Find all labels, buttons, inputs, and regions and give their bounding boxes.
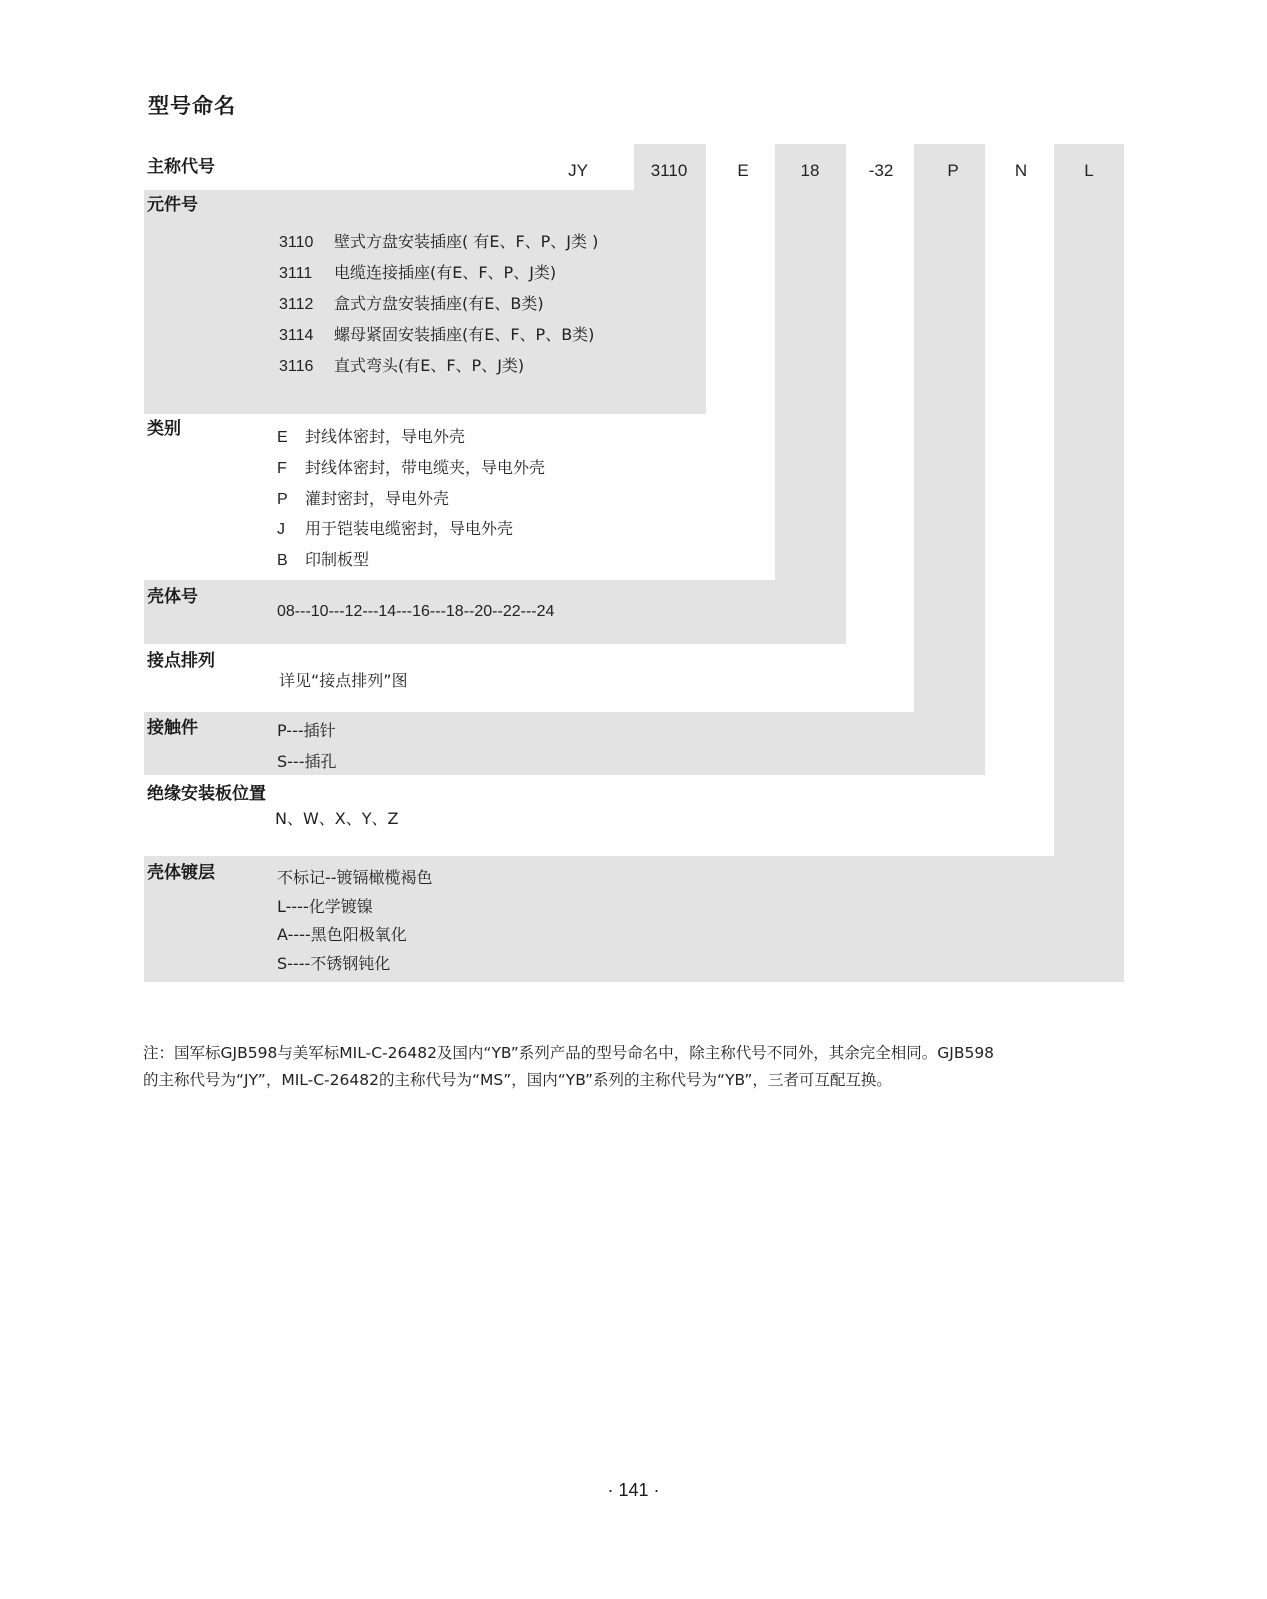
code-shell: 18 [800,161,820,180]
category-label: 类别 [147,419,181,439]
shade-bar-shell [775,144,846,644]
insulator-label: 绝缘安装板位置 [147,784,266,804]
shade-bar-contact-body [144,712,985,775]
arrangement-label: 接点排列 [147,651,215,671]
list-item: 3112 盒式方盘安装插座(有E、B类) [279,294,544,313]
footnote-line: 的主称代号为“JY”，MIL-C-26482的主称代号为“MS”，国内“YB”系列的主称代号为“YB”，三者可互配互换。 [143,1071,892,1089]
element-label: 元件号 [147,195,198,215]
list-item: A----黑色阳极氧化 [277,925,407,944]
list-item: S----不锈钢钝化 [277,954,391,973]
code-contact: P [947,161,959,180]
list-item: S---插孔 [277,752,337,771]
code-plating: L [1084,161,1094,180]
footnote-line: 注：国军标GJB598与美军标MIL-C-26482及国内“YB”系列产品的型号命名中，除主称代号不同外，其余完全相同。GJB598 [143,1044,995,1062]
list-item: 3116 直式弯头(有E、F、P、J类) [279,356,525,375]
list-item: L----化学镀镍 [277,897,373,916]
list-item: P 灌封密封，导电外壳 [277,489,450,508]
list-item: 3111 电缆连接插座(有E、F、P、J类) [279,263,557,282]
code-category: E [737,161,749,180]
main-code-label: 主称代号 [147,157,215,177]
footnote [143,1040,1103,1094]
arrangement-text: 详见“接点排列”图 [279,671,408,690]
shell-label: 壳体号 [147,587,198,607]
list-item: P---插针 [277,721,336,740]
list-item: 3114 螺母紧固安装插座(有E、F、P、B类) [279,325,595,344]
code-jy: JY [568,161,588,180]
page-title: 型号命名 [148,94,236,118]
contact-label: 接触件 [147,718,198,738]
shade-bar-contact [914,144,985,775]
insulator-positions: N、W、X、Y、Z [275,809,399,828]
code-element: 3110 [650,161,688,180]
shell-sizes: 08---10---12---14---16---18--20--22---24 [277,603,555,620]
list-item: J 用于铠装电缆密封，导电外壳 [277,519,514,538]
list-item: F 封线体密封，带电缆夹，导电外壳 [277,458,546,477]
page-number: · 141 · [607,1480,660,1500]
code-arrangement: -32 [868,161,894,180]
plating-label: 壳体镀层 [147,863,215,883]
list-item: 不标记--镀镉橄榄褐色 [277,868,433,887]
list-item: B 印制板型 [277,550,370,569]
list-item: 3110 壁式方盘安装插座( 有E、F、P、J类 ) [279,232,599,251]
list-item: E 封线体密封，导电外壳 [277,427,466,446]
code-insulator: N [1014,161,1028,180]
